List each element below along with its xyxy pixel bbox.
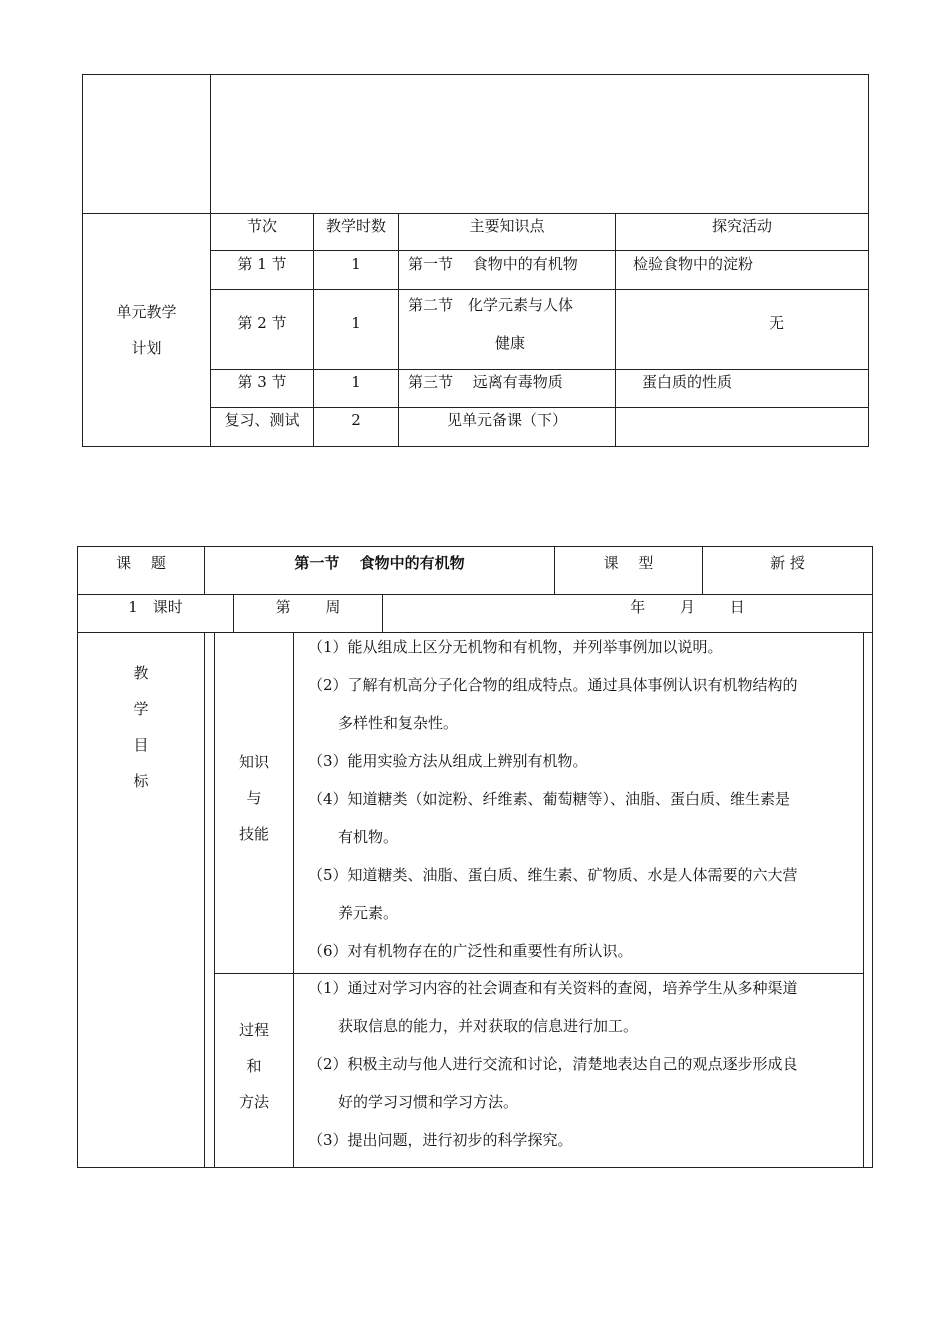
col-header-activity: 探究活动 xyxy=(711,217,772,236)
row-3-hours: 1 xyxy=(351,373,361,392)
process-items xyxy=(308,969,853,1159)
process-label xyxy=(215,1012,293,1120)
process-item-3 xyxy=(308,1121,853,1159)
knowledge-item-4-text: （4）知道糖类（如淀粉、纤维素、葡萄糖等）、油脂、蛋白质、维生素是 xyxy=(308,790,791,808)
unit-plan-row-header xyxy=(83,214,210,446)
row-2-activity: 无 xyxy=(768,314,784,333)
knowledge-item-6-text: （6）对有机物存在的广泛性和重要性有所认识。 xyxy=(308,942,633,960)
objectives-label-char-4: 标 xyxy=(133,772,149,790)
row-1-section: 第 1 节 xyxy=(237,255,287,274)
topic-value: 第一节 食物中的有机物 xyxy=(294,554,465,573)
knowledge-items xyxy=(308,628,853,970)
row-3-knowledge: 第三节 远离有毒物质 xyxy=(408,373,563,392)
objectives-label-char-2: 学 xyxy=(133,700,149,718)
process-label-line-2: 和 xyxy=(246,1057,262,1075)
knowledge-item-3-text: （3）能用实验方法从组成上辨别有机物。 xyxy=(308,752,588,770)
objectives-label xyxy=(78,655,204,799)
knowledge-label-line-1: 知识 xyxy=(238,753,269,771)
date: 年 月 日 xyxy=(630,598,745,617)
process-item-1-cont: 获取信息的能力，并对获取的信息进行加工。 xyxy=(338,1017,639,1035)
row-4-activity xyxy=(616,408,868,434)
knowledge-item-5-cont: 养元素。 xyxy=(338,904,399,922)
knowledge-item-1-text: （1）能从组成上区分无机物和有机物，并列举事例加以说明。 xyxy=(308,638,723,656)
process-item-2 xyxy=(308,1045,853,1121)
row-1-activity: 检验食物中的淀粉 xyxy=(633,255,754,274)
row-2-knowledge xyxy=(408,292,612,368)
row-2-knowledge-line-2: 健康 xyxy=(494,334,525,352)
row-1-knowledge: 第一节 食物中的有机物 xyxy=(408,255,578,274)
process-item-2-text: （2）积极主动与他人进行交流和讨论，清楚地表达自己的观点逐步形成良 xyxy=(308,1055,798,1073)
knowledge-item-2-text: （2）了解有机高分子化合物的组成特点。通过具体事例认识有机物结构的 xyxy=(308,676,798,694)
row-4-hours: 2 xyxy=(351,411,361,430)
type-value: 新 授 xyxy=(770,554,805,573)
row-4-section: 复习、测试 xyxy=(224,411,300,430)
knowledge-item-6 xyxy=(308,932,853,970)
col-header-section: 节次 xyxy=(246,217,277,236)
process-item-2-cont: 好的学习习惯和学习方法。 xyxy=(338,1093,519,1111)
objectives-label-char-3: 目 xyxy=(133,736,149,754)
process-label-line-3: 方法 xyxy=(238,1093,269,1111)
knowledge-item-2 xyxy=(308,666,853,742)
row-2-section: 第 2 节 xyxy=(237,314,287,333)
knowledge-label-line-3: 技能 xyxy=(238,825,269,843)
row-header-line-1: 单元教学 xyxy=(116,303,177,321)
period: 1 课时 xyxy=(128,598,183,617)
knowledge-item-5 xyxy=(308,856,853,932)
type-label: 课 型 xyxy=(603,554,654,573)
row-1-hours: 1 xyxy=(351,255,361,274)
knowledge-label-line-2: 与 xyxy=(246,789,262,807)
knowledge-label xyxy=(215,744,293,852)
knowledge-item-4 xyxy=(308,780,853,856)
row-3-section: 第 3 节 xyxy=(237,373,287,392)
knowledge-item-4-cont: 有机物。 xyxy=(338,828,399,846)
knowledge-item-2-cont: 多样性和复杂性。 xyxy=(338,714,459,732)
row-3-activity: 蛋白质的性质 xyxy=(642,373,733,392)
process-label-line-1: 过程 xyxy=(238,1021,269,1039)
knowledge-item-3 xyxy=(308,742,853,780)
col-header-knowledge: 主要知识点 xyxy=(469,217,545,236)
process-item-1 xyxy=(308,969,853,1045)
col-header-hours: 教学时数 xyxy=(325,217,386,236)
knowledge-item-1 xyxy=(308,628,853,666)
row-2-knowledge-line-1: 第二节 化学元素与人体 xyxy=(408,296,574,314)
row-header-line-2: 计划 xyxy=(131,339,162,357)
row-4-knowledge: 见单元备课（下） xyxy=(446,411,567,430)
process-item-3-text: （3）提出问题，进行初步的科学探究。 xyxy=(308,1131,573,1149)
week: 第 周 xyxy=(275,598,341,617)
knowledge-item-5-text: （5）知道糖类、油脂、蛋白质、维生素、矿物质、水是人体需要的六大营 xyxy=(308,866,798,884)
objectives-label-char-1: 教 xyxy=(133,664,149,682)
row-2-hours: 1 xyxy=(351,314,361,333)
process-item-1-text: （1）通过对学习内容的社会调查和有关资料的查阅，培养学生从多种渠道 xyxy=(308,979,798,997)
topic-label: 课 题 xyxy=(116,554,166,573)
